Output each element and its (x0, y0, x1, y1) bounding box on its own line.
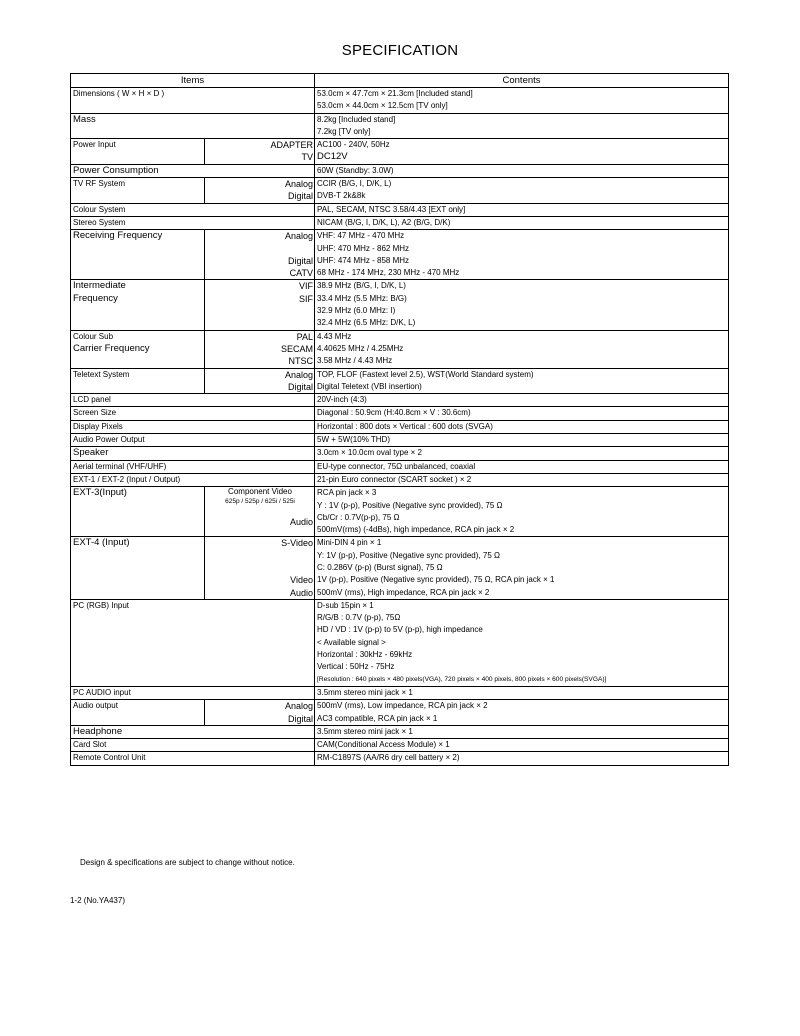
item-contents (315, 178, 729, 204)
content-line: 1V (p-p), Positive (Negative sync provided), 75 Ω, RCA pin jack × 1 (317, 575, 555, 585)
content-line: UHF: 470 MHz - 862 MHz (317, 243, 410, 253)
item-label: Audio Power Output (71, 434, 315, 447)
item-contents: 3.0cm × 10.0cm oval type × 2 (315, 447, 729, 460)
table-row (71, 113, 729, 139)
item-sub-labels (205, 178, 315, 204)
sub-label: CATV (289, 268, 314, 279)
sub-label (207, 243, 313, 255)
item-label: PC AUDIO input (71, 686, 315, 699)
item-sub-labels (205, 537, 315, 599)
item-contents: 21-pin Euro connector (SCART socket ) × 2 (315, 473, 729, 486)
item-label: Speaker (71, 447, 315, 460)
sub-label: Video (290, 575, 314, 586)
content-line: AC3 compatible, RCA pin jack × 1 (317, 713, 438, 723)
content-line: TOP, FLOF (Fastext level 2.5), WST(World Standard system) (317, 369, 534, 379)
content-line: R/G/B : 0.7V (p-p), 75Ω (317, 613, 401, 623)
table-row (71, 537, 729, 599)
sub-label: Component Video (228, 487, 292, 497)
item-label: Dimensions ( W × H × D ) (71, 88, 315, 114)
specification-table (70, 73, 729, 766)
item-contents: RM-C1897S (AA/R6 dry cell battery × 2) (315, 752, 729, 765)
resolution-note: [Resolution : 640 pixels × 480 pixels(VGA), 720 pixels × 400 pixels, 800 pixels × 600 pixels(SVGA)] (317, 675, 607, 683)
item-contents (315, 537, 729, 599)
item-label: Display Pixels (71, 420, 315, 433)
content-line: UHF: 474 MHz - 858 MHz (317, 255, 410, 265)
item-contents: 60W (Standby: 3.0W) (315, 164, 729, 177)
item-label: Card Slot (71, 739, 315, 752)
sub-label: Digital (288, 255, 314, 266)
item-label: Colour System (71, 203, 315, 216)
content-line: VHF: 47 MHz - 470 MHz (317, 231, 405, 241)
content-line: D-sub 15pin × 1 (317, 600, 374, 610)
sub-label: ADAPTER (270, 140, 314, 151)
sub-label: Audio (289, 517, 314, 528)
item-label: Mass (71, 113, 315, 139)
content-line: 7.2kg [TV only] (317, 126, 371, 136)
item-label: Headphone (71, 725, 315, 738)
sub-label: Digital (288, 381, 314, 392)
table-row (71, 700, 729, 726)
content-line: 8.2kg [Included stand] (317, 114, 396, 124)
item-label: Remote Control Unit (71, 752, 315, 765)
item-sub-labels (205, 230, 315, 280)
content-line: Vertical : 50Hz - 75Hz (317, 662, 395, 672)
table-row (71, 599, 729, 686)
table-row (71, 447, 729, 460)
disclaimer-note: Design & specifications are subject to change without notice. (80, 858, 295, 867)
table-row (71, 88, 729, 114)
content-line: < Available signal > (317, 637, 386, 647)
content-line: 33.4 MHz (5.5 MHz: B/G) (317, 293, 407, 303)
item-label-line: Intermediate (73, 280, 126, 292)
table-header-row (71, 74, 729, 88)
item-contents (315, 330, 729, 368)
content-line: 500mV(rms) (-4dBs), high impedance, RCA pin jack × 2 (317, 525, 515, 535)
item-contents (315, 230, 729, 280)
table-row (71, 216, 729, 229)
content-line: Digital Teletext (VBI insertion) (317, 381, 422, 391)
item-label: Power Consumption (71, 164, 315, 177)
sub-label: VIF (299, 281, 314, 292)
content-line: CCIR (B/G, I, D/K, L) (317, 179, 392, 189)
item-contents: 5W + 5W(10% THD) (315, 434, 729, 447)
item-contents: NICAM (B/G, I, D/K, L), A2 (B/G, D/K) (315, 216, 729, 229)
item-sub-labels (205, 280, 315, 330)
item-contents: EU-type connector, 75Ω unbalanced, coaxial (315, 460, 729, 473)
content-line: C: 0.286V (p-p) (Burst signal), 75 Ω (317, 562, 443, 572)
table-row (71, 368, 729, 394)
content-line: 38.9 MHz (B/G, I, D/K, L) (317, 281, 406, 291)
table-row (71, 330, 729, 368)
item-label: Stereo System (71, 216, 315, 229)
item-contents: 20V-inch (4:3) (315, 394, 729, 407)
table-row (71, 203, 729, 216)
item-contents (315, 368, 729, 394)
item-contents: 3.5mm stereo mini jack × 1 (315, 686, 729, 699)
content-line: 53.0cm × 44.0cm × 12.5cm [TV only] (317, 101, 448, 111)
item-contents (315, 599, 729, 686)
content-line: 32.9 MHz (6.0 MHz: I) (317, 306, 396, 316)
item-contents (315, 113, 729, 139)
header-contents: Contents (315, 74, 729, 88)
table-row (71, 280, 729, 330)
item-contents (315, 88, 729, 114)
table-row (71, 460, 729, 473)
item-contents: CAM(Conditional Access Module) × 1 (315, 739, 729, 752)
sub-label: Digital (288, 191, 314, 202)
item-contents (315, 139, 729, 165)
table-row (71, 407, 729, 420)
table-row (71, 487, 729, 537)
content-line: 500mV (rms), Low impedance, RCA pin jack × 2 (317, 701, 488, 711)
sub-label: Digital (288, 713, 314, 724)
sub-label: Audio (289, 587, 314, 598)
item-label (71, 330, 205, 368)
item-contents: Diagonal : 50.9cm (H:40.8cm × V : 30.6cm) (315, 407, 729, 420)
sub-label: Analog (284, 179, 314, 190)
table-row (71, 164, 729, 177)
content-line: AC100 - 240V, 50Hz (317, 140, 390, 150)
content-line: DVB-T 2k&8k (317, 191, 366, 201)
table-row (71, 420, 729, 433)
content-line: 3.58 MHz / 4.43 MHz (317, 356, 393, 366)
header-items: Items (71, 74, 315, 88)
item-label: EXT-4 (Input) (71, 537, 205, 599)
item-label: TV RF System (71, 178, 205, 204)
table-row (71, 230, 729, 280)
item-contents: 3.5mm stereo mini jack × 1 (315, 725, 729, 738)
table-row (71, 434, 729, 447)
sub-label: NTSC (288, 356, 314, 367)
item-label: Aerial terminal (VHF/UHF) (71, 460, 315, 473)
item-label: EXT-1 / EXT-2 (Input / Output) (71, 473, 315, 486)
content-line: 68 MHz - 174 MHz, 230 MHz - 470 MHz (317, 268, 460, 278)
content-line: 4.43 MHz (317, 331, 352, 341)
page-title: SPECIFICATION (341, 42, 459, 59)
item-sub-labels (205, 330, 315, 368)
item-sub-labels (205, 700, 315, 726)
item-label: Power Input (71, 139, 205, 165)
content-line: 53.0cm × 47.7cm × 21.3cm [Included stand] (317, 89, 473, 98)
table-row (71, 178, 729, 204)
page-number: 1-2 (No.YA437) (70, 896, 125, 905)
item-label-line: Carrier Frequency (73, 342, 150, 354)
table-row (71, 394, 729, 407)
content-line: DC12V (317, 151, 348, 163)
sub-label: S-Video (281, 538, 314, 549)
table-row (71, 739, 729, 752)
item-label (71, 280, 205, 330)
sub-label: Analog (284, 701, 314, 712)
sub-label-small: 625p / 525p / 625i / 525i (225, 498, 295, 506)
sub-label: SIF (299, 293, 314, 304)
item-label: EXT-3(Input) (71, 487, 205, 537)
item-sub-labels (205, 139, 315, 165)
content-line: Cb/Cr : 0.7V(p-p), 75 Ω (317, 512, 400, 522)
content-line: 32.4 MHz (6.5 MHz: D/K, L) (317, 318, 416, 328)
item-contents: Horizontal : 800 dots × Vertical : 600 dots (SVGA) (315, 420, 729, 433)
table-row (71, 139, 729, 165)
content-line: 500mV (rms), High impedance, RCA pin jack × 2 (317, 587, 490, 597)
item-label: Teletext System (71, 368, 205, 394)
item-label: Receiving Frequency (71, 230, 205, 280)
item-label: LCD panel (71, 394, 315, 407)
content-line: Y : 1V (p-p), Positive (Negative sync provided), 75 Ω (317, 500, 503, 510)
item-label-line: Frequency (73, 292, 118, 304)
content-line: RCA pin jack × 3 (317, 488, 377, 498)
content-line: Mini-DIN 4 pin × 1 (317, 538, 382, 548)
content-line: HD / VD : 1V (p-p) to 5V (p-p), high impedance (317, 625, 483, 635)
table-row (71, 725, 729, 738)
item-contents: PAL, SECAM, NTSC 3.58/4.43 [EXT only] (315, 203, 729, 216)
sub-label: TV (301, 152, 314, 163)
table-row (71, 686, 729, 699)
table-row (71, 473, 729, 486)
content-line: Y: 1V (p-p), Positive (Negative sync provided), 75 Ω (317, 550, 500, 560)
item-label-line: Colour Sub (73, 331, 114, 341)
item-label: Audio output (71, 700, 205, 726)
table-row (71, 752, 729, 765)
item-contents (315, 487, 729, 537)
content-line: 4.40625 MHz / 4.25MHz (317, 343, 404, 353)
sub-label: Analog (284, 231, 314, 242)
item-contents (315, 280, 729, 330)
item-label: Screen Size (71, 407, 315, 420)
item-sub-labels (205, 487, 315, 537)
sub-label: PAL (296, 331, 314, 342)
sub-label: Analog (284, 369, 314, 380)
item-label: PC (RGB) Input (71, 599, 315, 686)
content-line: Horizontal : 30kHz - 69kHz (317, 650, 413, 660)
sub-label: SECAM (281, 343, 314, 354)
item-sub-labels (205, 368, 315, 394)
item-contents (315, 700, 729, 726)
